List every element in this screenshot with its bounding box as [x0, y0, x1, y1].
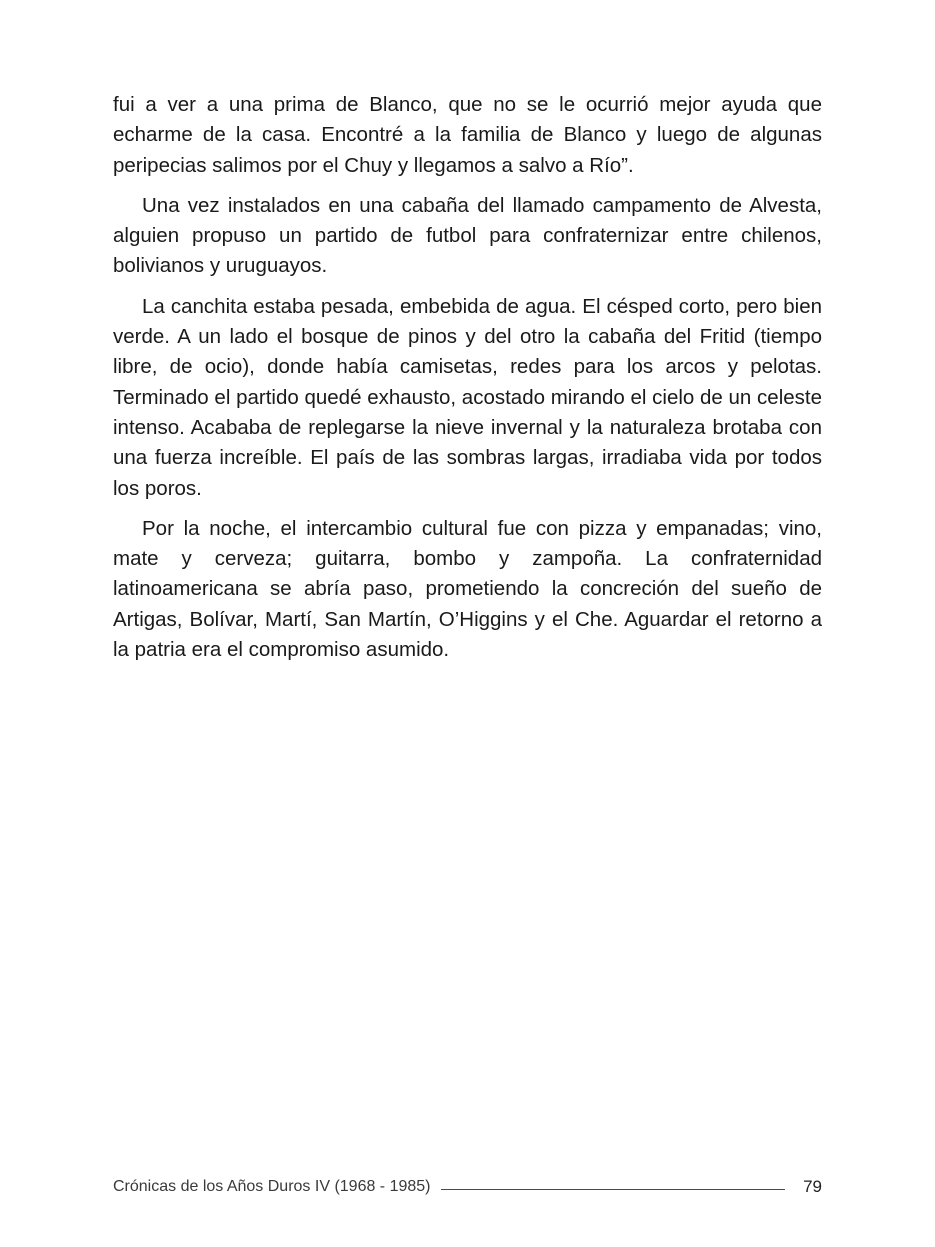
- paragraph-continuation: fui a ver a una prima de Blanco, que no se le ocurrió mejor ayuda que echarme de la casa. Encontré a la familia de Blanco y luego de algunas peripecias salimos por el Chuy y llegamos a salvo a Río”.: [113, 93, 822, 177]
- footer-book-title: Crónicas de los Años Duros IV (1968 - 1985): [113, 1178, 431, 1195]
- page-body-text: [113, 90, 822, 675]
- page-number: 79: [803, 1177, 822, 1196]
- footer-divider-line: [441, 1189, 786, 1190]
- page-footer: [113, 1174, 822, 1200]
- paragraph-alvesta-camp: Una vez instalados en una cabaña del llamado campamento de Alvesta, alguien propuso un partido de futbol para confraternizar entre chilenos, bolivianos y uruguayos.: [113, 193, 822, 278]
- paragraph-football-field: La canchita estaba pesada, embebida de agua. El césped corto, pero bien verde. A un lado el bosque de pinos y del otro la cabaña del Fritid (tiempo libre, de ocio), donde había camisetas, redes para los arcos y pelotas. Terminado el partido quedé exhausto, acostado mirando el cielo de un celeste intenso. Acababa de replegarse la nieve invernal y la naturaleza brotaba con una fuerza increíble. El país de las sombras largas, irradiaba vida por todos los poros.: [113, 294, 822, 500]
- paragraph-cultural-exchange: Por la noche, el intercambio cultural fue con pizza y empanadas; vino, mate y cerveza; guitarra, bombo y zampoña. La confraternidad latinoamericana se abría paso, prometiendo la concreción del sueño de Artigas, Bolívar, Martí, San Martín, O’Higgins y el Che. Aguardar el retorno a la patria era el compromiso asumido.: [113, 516, 822, 662]
